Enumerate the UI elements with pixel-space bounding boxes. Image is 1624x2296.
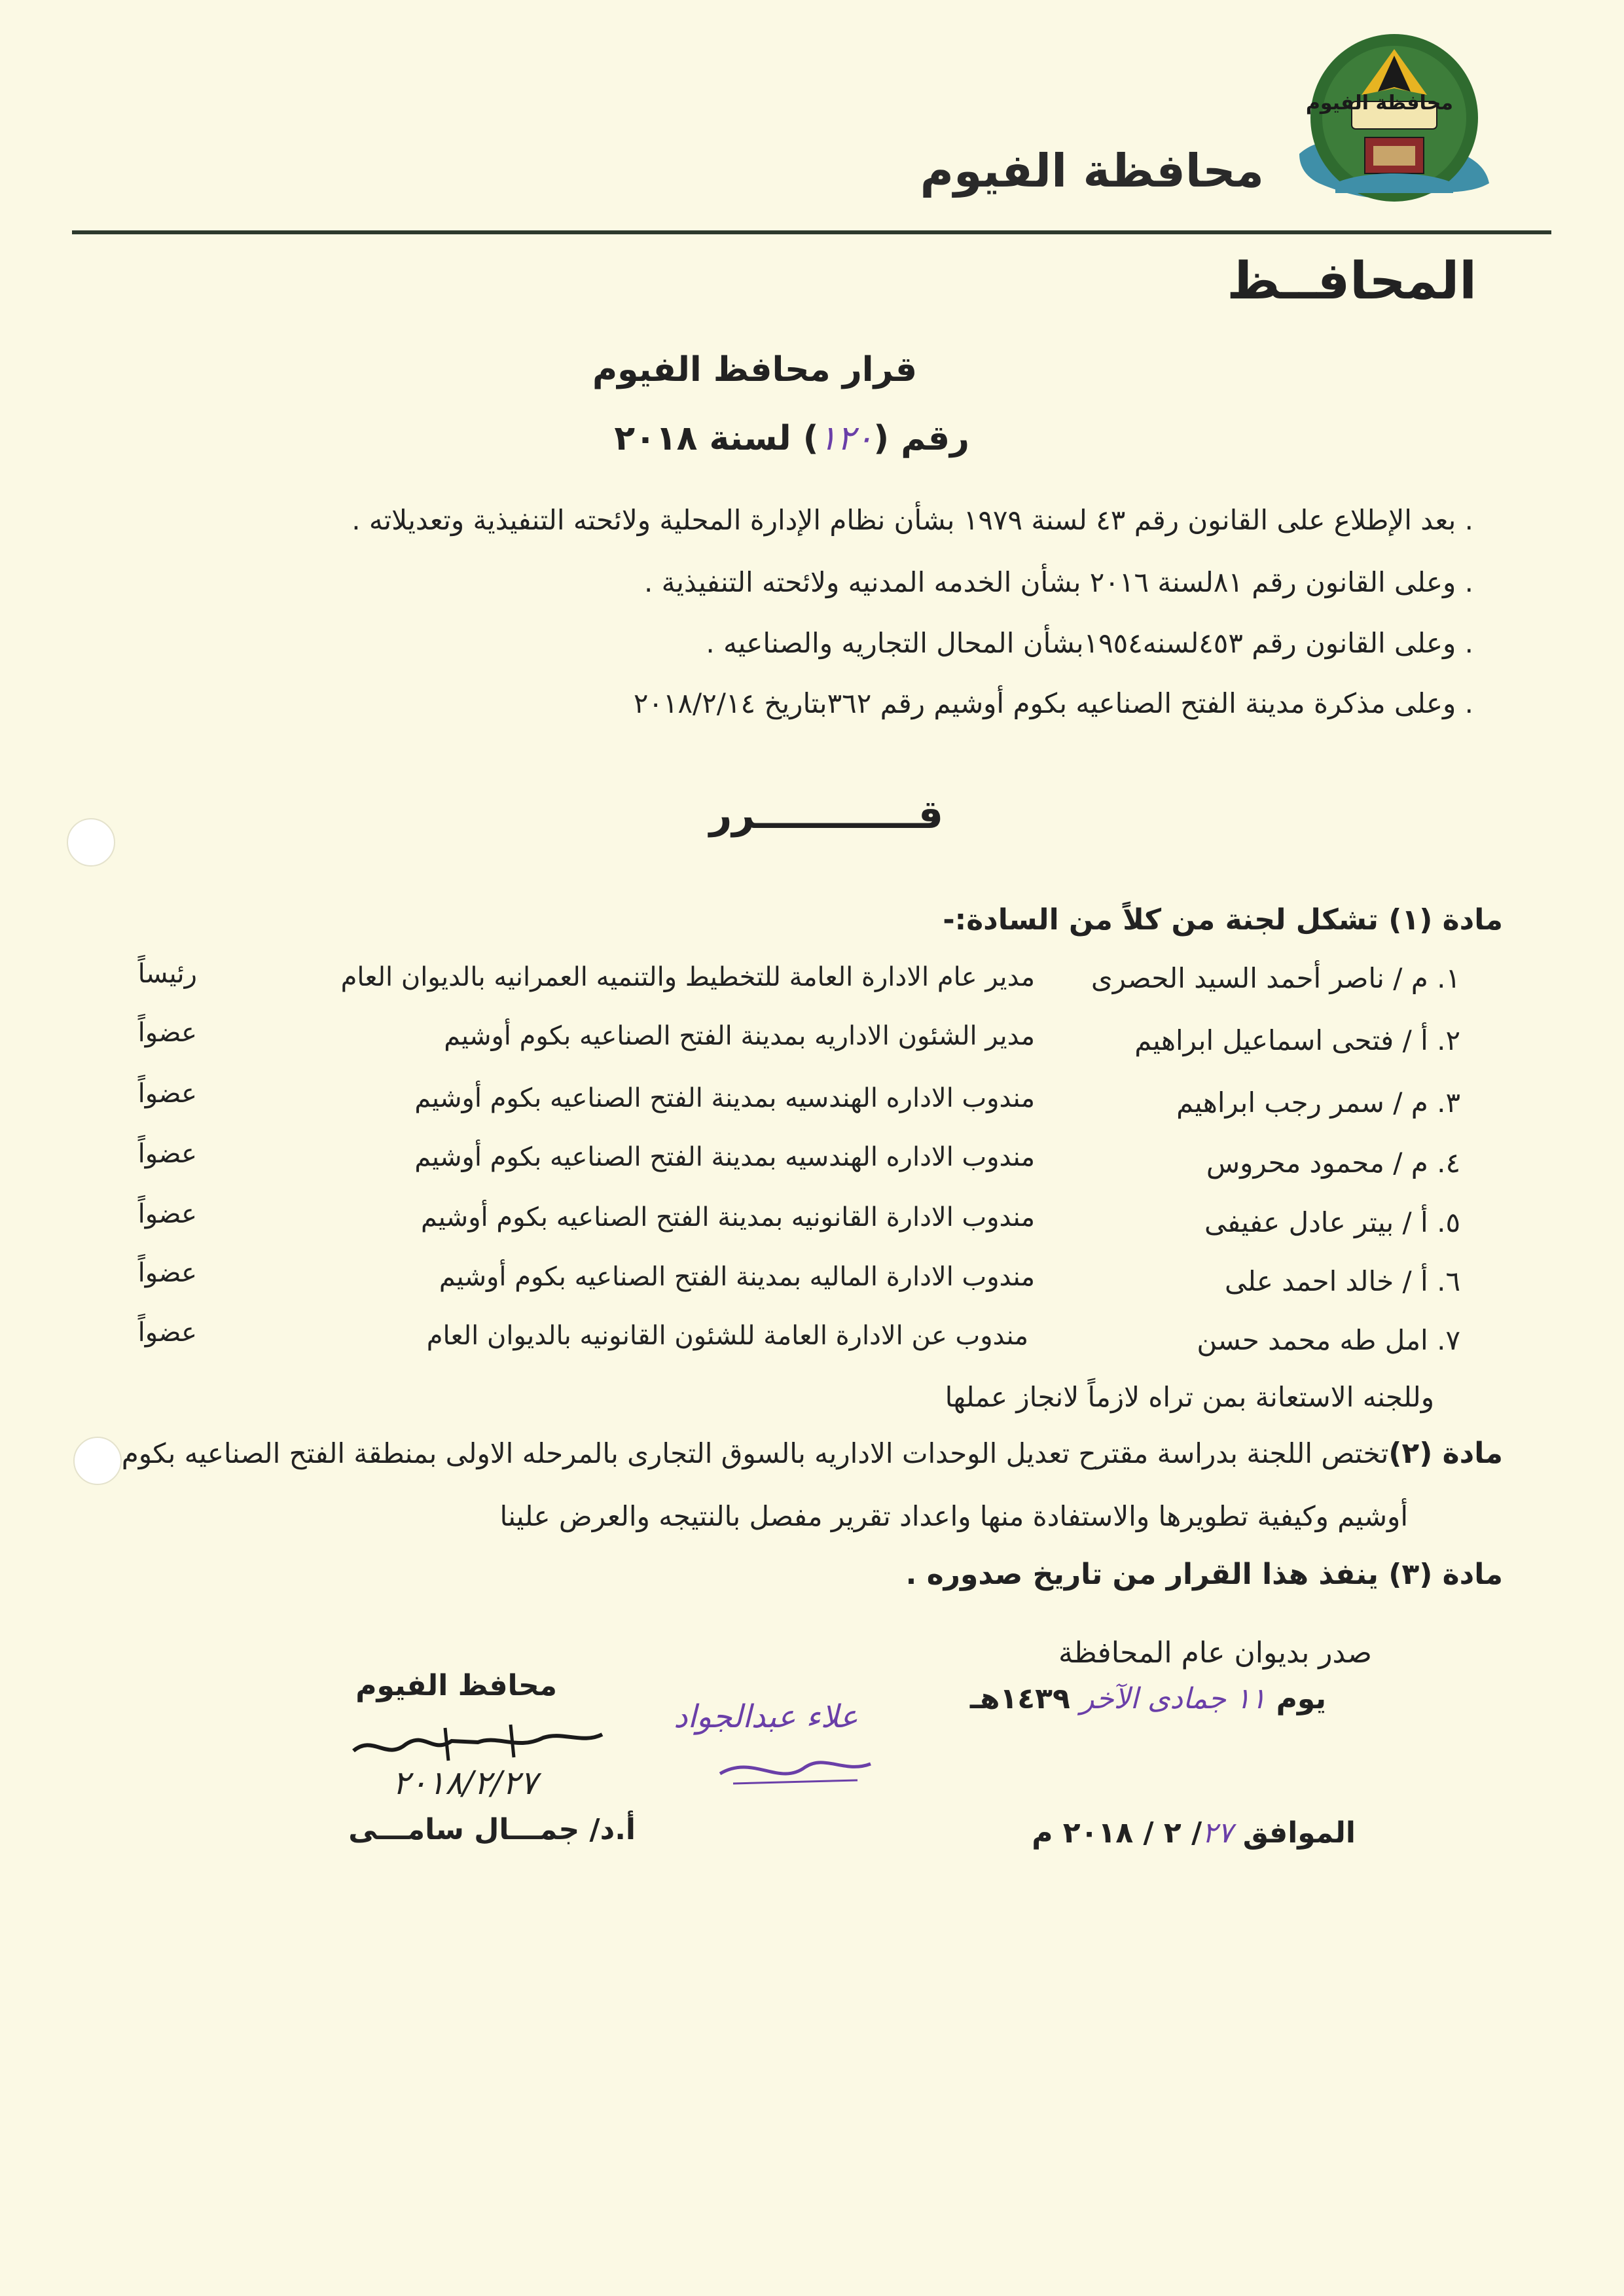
member-role: مدير عام الادارة العامة للتخطيط والتنميه العمرانيه بالديوان العام: [340, 962, 1035, 992]
issue-day-suffix: ١٤٣٩هـ: [969, 1682, 1081, 1715]
member-name: ٣. م / سمر رجب ابراهيم: [1176, 1086, 1460, 1119]
preamble-line: . وعلى القانون رقم ٤٥٣لسنه١٩٥٤بشأن المحال التجاريه والصناعيه .: [706, 627, 1473, 659]
second-signature-text: علاء عبدالجواد: [674, 1698, 858, 1735]
article-2: [122, 1437, 1503, 1470]
member-status: عضواً: [137, 1199, 197, 1229]
member-name: ١. م / ناصر أحمد السيد الحصرى: [1091, 962, 1460, 994]
decree-title: قرار محافظ الفيوم: [592, 350, 917, 389]
member-status: عضواً: [137, 1079, 197, 1109]
corresponding-suffix: / ٢ / ٢٠١٨ م: [1032, 1816, 1202, 1850]
article-1-note: وللجنه الاستعانة بمن تراه لازماً لانجاز عملها: [945, 1381, 1434, 1413]
member-status: عضواً: [137, 1139, 197, 1169]
article-2-text-continued: أوشيم وكيفية تطويرها والاستفادة منها واعداد تقرير مفصل بالنتيجه والعرض علينا: [499, 1500, 1408, 1532]
article-2-text: تختص اللجنة بدراسة مقترح تعديل الوحدات الاداريه بالسوق التجارى بالمرحله الاولى بمنطقة الفتح الصناعيه بكوم: [121, 1437, 1389, 1469]
member-name: ٢. أ / فتحى اسماعيل ابراهيم: [1134, 1024, 1460, 1056]
seal-inscription: محافظة الفيوم: [1305, 92, 1453, 115]
office-title: المحافــظ: [1227, 252, 1477, 311]
decided-heading: قــــــــــــرر: [709, 792, 943, 838]
member-status: عضواً: [137, 1258, 197, 1288]
fayoum-governorate-seal: [1296, 29, 1492, 226]
member-name: ٥. أ / بيتر عادل عفيفى: [1204, 1206, 1460, 1238]
article-2-heading: مادة (٢): [1388, 1437, 1503, 1470]
member-role: مدير الشئون الاداريه بمدينة الفتح الصناعيه بكوم أوشيم: [444, 1021, 1035, 1051]
member-status: عضواً: [137, 1018, 197, 1048]
member-status: رئيساً: [137, 959, 197, 989]
corresponding-day-handwritten: ٢٧: [1202, 1816, 1233, 1850]
decree-number-prefix: رقم (: [873, 419, 969, 458]
issue-day-prefix: يوم: [1266, 1682, 1326, 1715]
punch-hole: [73, 1437, 122, 1485]
corresponding-prefix: الموافق: [1233, 1816, 1356, 1850]
issue-date-hijri: [970, 1682, 1326, 1715]
preamble-line: . وعلى القانون رقم ٨١لسنة ٢٠١٦ بشأن الخدمه المدنيه ولائحته التنفيذية .: [643, 566, 1473, 598]
issue-day-handwritten: ١١ جمادى الآخر: [1080, 1682, 1267, 1715]
member-role: مندوب الادارة الماليه بمدينة الفتح الصناعيه بكوم أوشيم: [439, 1262, 1035, 1292]
header-divider: [72, 230, 1551, 234]
governor-name: أ.د/ جمـــال سامـــى: [348, 1813, 636, 1846]
article-1-heading: مادة (١) تشكل لجنة من كلاً من السادة:-: [943, 903, 1503, 937]
punch-hole: [67, 818, 115, 867]
decree-number: [614, 419, 969, 458]
governor-signed-date: ٢٠١٨/٢/٢٧: [392, 1764, 537, 1802]
member-name: ٤. م / محمود محروس: [1206, 1147, 1460, 1179]
preamble-line: . وعلى مذكرة مدينة الفتح الصناعيه بكوم أوشيم رقم ٣٦٢بتاريخ ٢٠١٨/٢/١٤: [633, 687, 1473, 719]
preamble-line: . بعد الإطلاع على القانون رقم ٤٣ لسنة ١٩٧٩ بشأن نظام الإدارة المحلية ولائحته التنفيذية وتعديلاته .: [352, 504, 1473, 536]
organization-name: محافظة الفيوم: [920, 144, 1264, 198]
issue-date-gregorian: [1032, 1816, 1356, 1850]
member-name: ٧. امل طه محمد حسن: [1197, 1324, 1460, 1356]
governor-title: محافظ الفيوم: [355, 1669, 557, 1702]
issued-at: صدر بديوان عام المحافظة: [1058, 1636, 1372, 1670]
decree-number-suffix: ) لسنة ٢٠١٨: [614, 419, 819, 458]
member-role: مندوب عن الادارة العامة للشئون القانونيه بالديوان العام: [426, 1321, 1028, 1351]
member-role: مندوب الادارة القانونيه بمدينة الفتح الصناعيه بكوم أوشيم: [420, 1202, 1035, 1232]
decree-number-handwritten: ١٢٠: [818, 419, 874, 458]
member-role: مندوب الاداره الهندسيه بمدينة الفتح الصناعيه بكوم أوشيم: [414, 1083, 1035, 1113]
member-role: مندوب الاداره الهندسيه بمدينة الفتح الصناعيه بكوم أوشيم: [414, 1142, 1035, 1172]
member-name: ٦. أ / خالد احمد على: [1224, 1265, 1460, 1297]
member-status: عضواً: [137, 1318, 197, 1348]
second-signature-stroke: [707, 1741, 877, 1793]
article-3: مادة (٣) ينفذ هذا القرار من تاريخ صدوره .: [905, 1558, 1503, 1591]
